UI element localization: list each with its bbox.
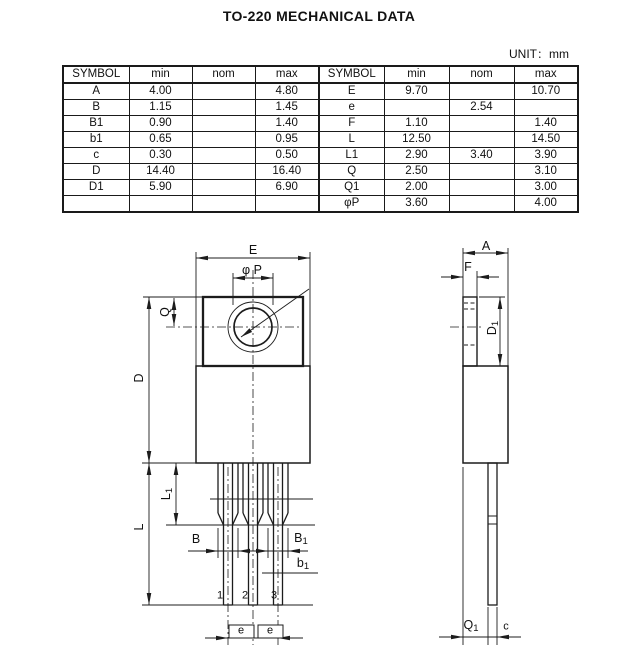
dim-label-D1: D 1: [484, 320, 501, 336]
table-cell: 0.90: [129, 116, 192, 132]
table-cell: 4.80: [255, 83, 319, 100]
table-cell: B: [63, 100, 129, 116]
table-cell: 4.00: [129, 83, 192, 100]
table-cell: 1.45: [255, 100, 319, 116]
table-header: max: [514, 66, 578, 83]
table-cell: φP: [319, 196, 384, 213]
dim-label-D: D: [131, 373, 146, 383]
side-view-drawing: [439, 248, 521, 645]
table-cell: E: [319, 83, 384, 100]
table-cell: 0.95: [255, 132, 319, 148]
table-cell: B1: [63, 116, 129, 132]
dim-label-e-right: e: [266, 624, 274, 637]
table-cell: 3.60: [384, 196, 449, 213]
dim-label-Q1: Q 1: [463, 617, 479, 634]
pin-number-3: 3: [270, 589, 278, 602]
pin-number-2: 2: [241, 589, 249, 602]
dim-label-Q: Q: [157, 307, 172, 317]
table-cell: 12.50: [384, 132, 449, 148]
table-cell: b1: [63, 132, 129, 148]
dim-label-phi-p: φ P: [242, 262, 262, 277]
dim-label-B1: B 1: [294, 530, 308, 547]
table-cell: 0.30: [129, 148, 192, 164]
table-header: SYMBOL: [63, 66, 129, 83]
table-cell: 3.00: [514, 180, 578, 196]
table-cell: 9.70: [384, 83, 449, 100]
dim-label-b1: b 1: [296, 555, 310, 572]
table-cell: 16.40: [255, 164, 319, 180]
table-header: nom: [192, 66, 255, 83]
table-cell: Q: [319, 164, 384, 180]
table-cell: 2.54: [449, 100, 514, 116]
table-cell: Q1: [319, 180, 384, 196]
table-cell: 3.10: [514, 164, 578, 180]
table-header: SYMBOL: [319, 66, 384, 83]
table-cell: c: [63, 148, 129, 164]
table-cell: 3.40: [449, 148, 514, 164]
dim-label-c: c: [503, 620, 509, 633]
table-cell: L1: [319, 148, 384, 164]
table-cell: 1.40: [514, 116, 578, 132]
table-cell: 0.50: [255, 148, 319, 164]
table-cell: 2.00: [384, 180, 449, 196]
table-cell: 5.90: [129, 180, 192, 196]
table-cell: 4.00: [514, 196, 578, 213]
unit-label: UNIT：mm: [509, 47, 569, 61]
table-cell: 10.70: [514, 83, 578, 100]
table-cell: D: [63, 164, 129, 180]
table-cell: e: [319, 100, 384, 116]
table-header: nom: [449, 66, 514, 83]
page-title: TO-220 MECHANICAL DATA: [222, 8, 416, 24]
table-cell: 1.15: [129, 100, 192, 116]
table-cell: 14.50: [514, 132, 578, 148]
table-cell: 2.50: [384, 164, 449, 180]
dim-label-L1: L 1: [158, 487, 175, 501]
dim-label-E: E: [248, 242, 258, 257]
table-cell: D1: [63, 180, 129, 196]
table-cell: 0.65: [129, 132, 192, 148]
table-cell: 1.40: [255, 116, 319, 132]
table-cell: F: [319, 116, 384, 132]
table-header: max: [255, 66, 319, 83]
dim-label-L: L: [131, 523, 146, 531]
table-header: min: [129, 66, 192, 83]
dim-label-e-left: e: [237, 624, 245, 637]
table-cell: A: [63, 83, 129, 100]
table-cell: 6.90: [255, 180, 319, 196]
dim-label-A: A: [481, 238, 491, 253]
dim-label-F: F: [464, 259, 472, 274]
table-cell: L: [319, 132, 384, 148]
dim-label-B: B: [191, 531, 201, 546]
table-cell: 1.10: [384, 116, 449, 132]
table-cell: 14.40: [129, 164, 192, 180]
pin-number-1: 1: [216, 589, 224, 602]
table-cell: 3.90: [514, 148, 578, 164]
table-header: min: [384, 66, 449, 83]
table-cell: 2.90: [384, 148, 449, 164]
